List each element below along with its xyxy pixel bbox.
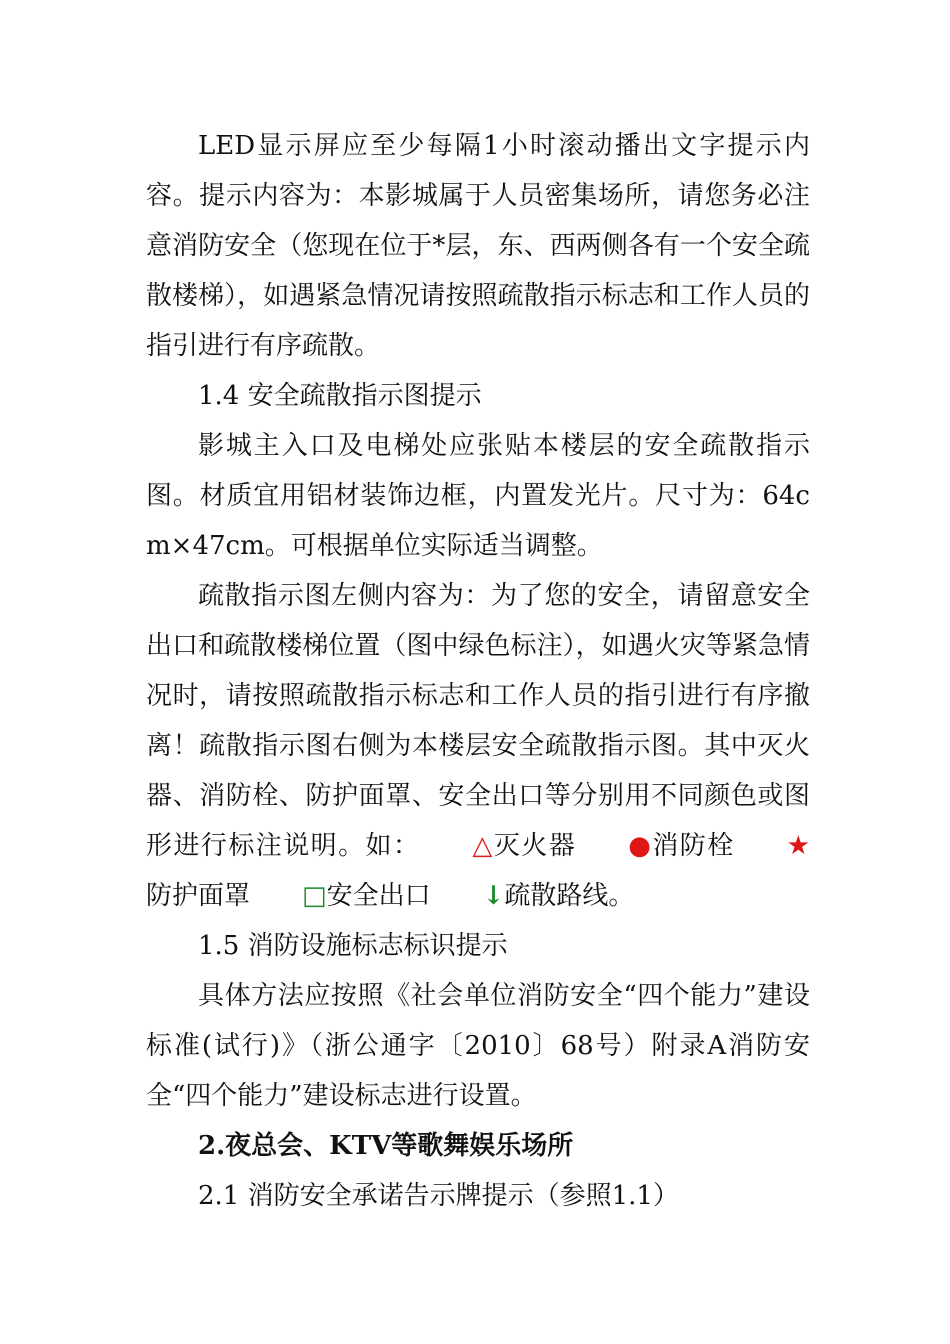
heading-2-1: 2.1 消防安全承诺告示牌提示（参照1.1） <box>198 1181 679 1211</box>
document-page <box>146 121 810 1221</box>
legend-extinguisher: 灭火器 <box>492 831 577 861</box>
legend-route: 疏散路线。 <box>504 881 635 911</box>
heading-1-4: 1.4 安全疏散指示图提示 <box>198 381 482 411</box>
paragraph-standard: 具体方法应按照《社会单位消防安全“四个能力”建设标准(试行)》（浙公通字〔2010〕68号）附录A消防安全“四个能力”建设标志进行设置。 <box>146 981 810 1111</box>
paragraph-evacuation-map: 影城主入口及电梯处应张贴本楼层的安全疏散指示图。材质宜用铝材装饰边框，内置发光片。尺寸为：64cm×47cm。可根据单位实际适当调整。 <box>146 431 810 561</box>
green-square-icon: □ <box>302 881 327 911</box>
heading-1-5: 1.5 消防设施标志标识提示 <box>198 931 508 961</box>
green-down-arrow-icon: ↓ <box>482 881 505 911</box>
legend-hydrant: 消防栓 <box>650 831 735 861</box>
red-star-icon: ★ <box>786 831 810 861</box>
map-content-text: 疏散指示图左侧内容为：为了您的安全，请留意安全出口和疏散楼梯位置（图中绿色标注），如遇火灾等紧急情况时，请按照疏散指示标志和工作人员的指引进行有序撤离！疏散指示图右侧为本楼层安全疏散指示图。其中灭火器、消防栓、防护面罩、安全出口等分别用不同颜色或图形进行标注说明。如： <box>146 581 810 861</box>
paragraph-map-content <box>146 571 810 921</box>
paragraph-led: LED显示屏应至少每隔1小时滚动播出文字提示内容。提示内容为：本影城属于人员密集场所，请您务必注意消防安全（您现在位于*层，东、西两侧各有一个安全疏散楼梯），如遇紧急情况请按照疏散指示标志和工作人员的指引进行有序疏散。 <box>146 131 810 361</box>
legend-exit: 安全出口 <box>326 881 431 911</box>
red-triangle-icon: △ <box>472 831 493 861</box>
red-dot-icon: ● <box>628 831 651 861</box>
legend-mask: 防护面罩 <box>146 881 251 911</box>
heading-2: 2.夜总会、KTV等歌舞娱乐场所 <box>198 1131 574 1161</box>
